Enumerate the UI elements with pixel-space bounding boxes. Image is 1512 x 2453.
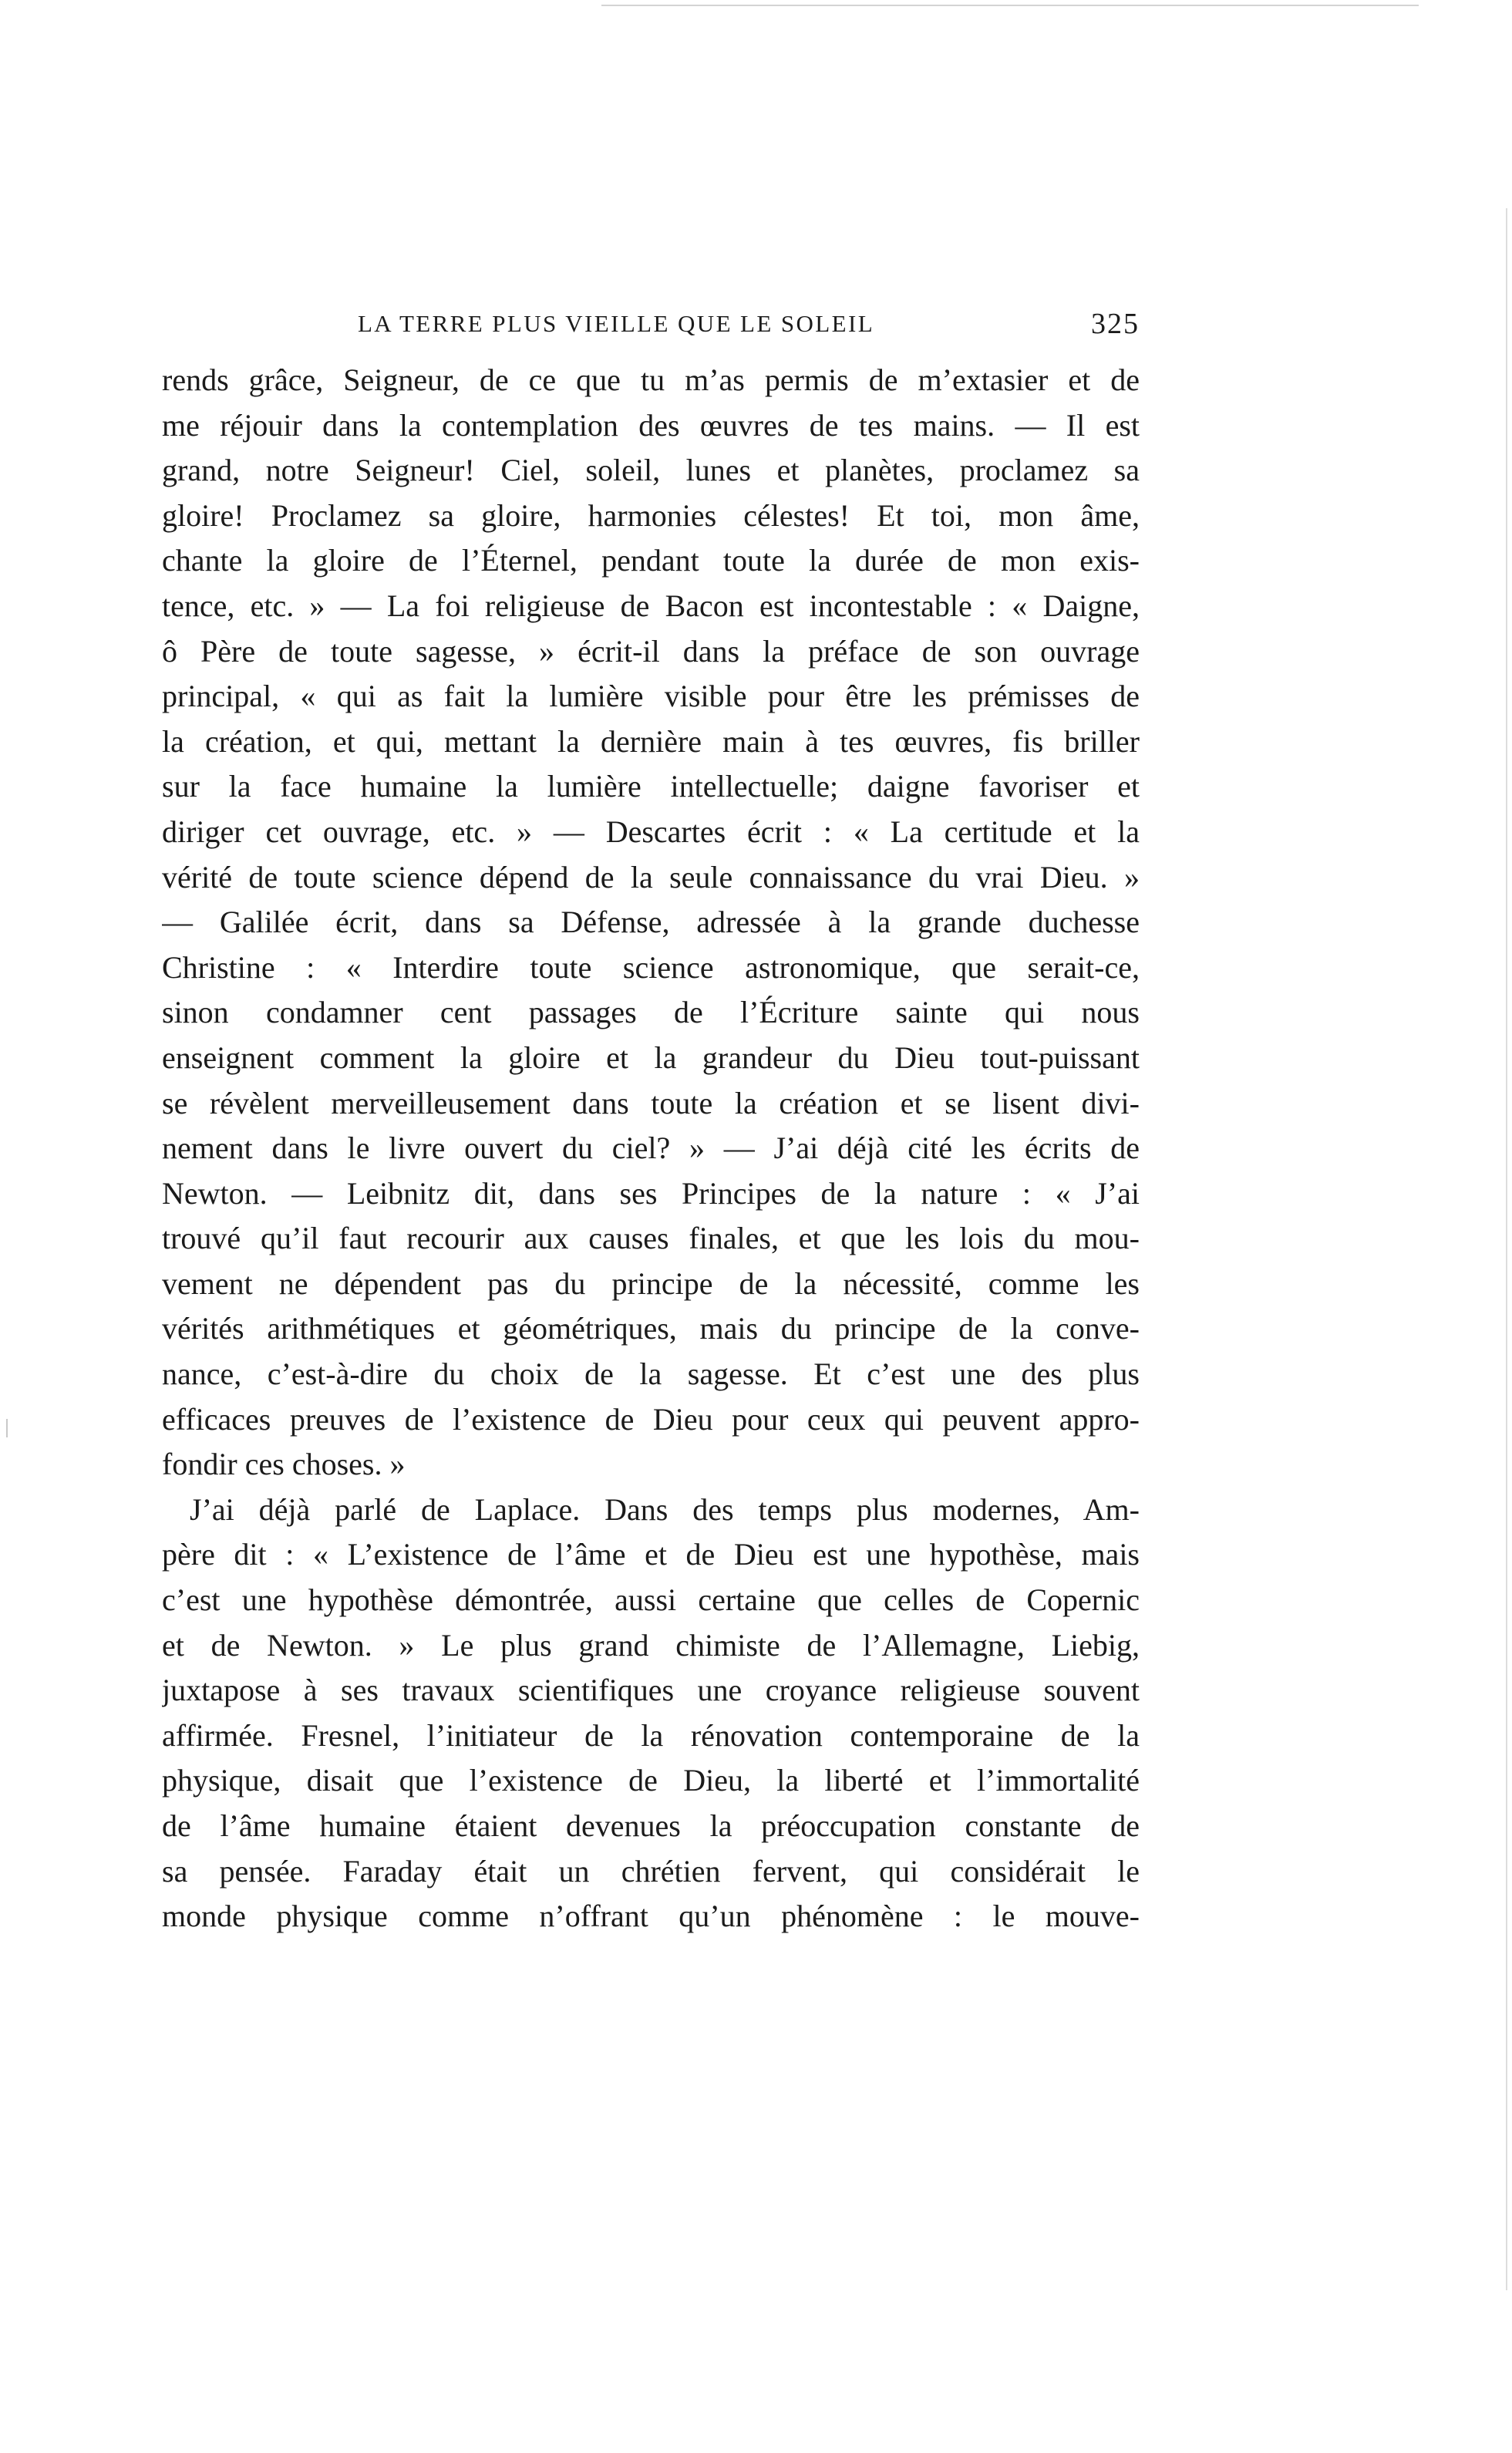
text-line: physique, disait que l’existence de Dieu, la liberté et l’immortalité [162,1763,1140,1798]
text-line: diriger cet ouvrage, etc. » — Descartes écrit : « La certitude et la [162,814,1140,849]
text-line: monde physique comme n’offrant qu’un phénomène : le mouve- [162,1899,1140,1934]
text-line: trouvé qu’il faut recourir aux causes finales, et que les lois du mou- [162,1221,1140,1256]
text-line: efficaces preuves de l’existence de Dieu pour ceux qui peuvent appro- [162,1401,1140,1437]
text-line: ô Père de toute sagesse, » écrit-il dans la préface de son ouvrage [162,633,1140,669]
text-line: la création, et qui, mettant la dernière main à tes œuvres, fis briller [162,723,1140,759]
text-line: de l’âme humaine étaient devenues la préoccupation constante de [162,1808,1140,1843]
running-title: LA TERRE PLUS VIEILLE QUE LE SOLEIL [357,310,875,337]
text-line: chante la gloire de l’Éternel, pendant toute la durée de mon exis- [162,543,1140,578]
text-line: juxtapose à ses travaux scientifiques une croyance religieuse souvent [162,1673,1140,1708]
text-line: vérité de toute science dépend de la seule connaissance du vrai Dieu. » [162,859,1140,895]
text-line: père dit : « L’existence de l’âme et de Dieu est une hypothèse, mais [162,1537,1140,1572]
page-number: 325 [1091,308,1140,340]
text-line: — Galilée écrit, dans sa Défense, adressée à la grande duchesse [162,905,1140,940]
paragraph-last-line: fondir ces choses. » [162,1447,406,1482]
text-line: Newton. — Leibnitz dit, dans ses Principes de la nature : « J’ai [162,1175,1140,1211]
text-line: et de Newton. » Le plus grand chimiste de l’Allemagne, Liebig, [162,1627,1140,1663]
text-line: principal, « qui as fait la lumière visible pour être les prémisses de [162,679,1140,714]
text-line: tence, etc. » — La foi religieuse de Bacon est incontestable : « Daigne, [162,588,1140,623]
scan-edge-artifact [1506,208,1507,2290]
text-line: se révèlent merveilleusement dans toute la création et se lisent divi- [162,1085,1140,1120]
running-head [162,302,1140,345]
text-line: grand, notre Seigneur! Ciel, soleil, lunes et planètes, proclamez sa [162,453,1140,488]
text-line: nement dans le livre ouvert du ciel? » — J’ai déjà cité les écrits de [162,1130,1140,1166]
text-line: c’est une hypothèse démontrée, aussi certaine que celles de Copernic [162,1582,1140,1618]
text-line: gloire! Proclamez sa gloire, harmonies célestes! Et toi, mon âme, [162,497,1140,533]
text-line: Christine : « Interdire toute science astronomique, que serait-ce, [162,949,1140,985]
text-line: sur la face humaine la lumière intellectuelle; daigne favoriser et [162,769,1140,804]
paragraph-first-line: J’ai déjà parlé de Laplace. Dans des temps plus modernes, Am- [190,1491,1140,1527]
text-line: vement ne dépendent pas du principe de la nécessité, comme les [162,1265,1140,1301]
text-line: rends grâce, Seigneur, de ce que tu m’as permis de m’extasier et de [162,362,1140,397]
text-line: nance, c’est-à-dire du choix de la sagesse. Et c’est une des plus [162,1356,1140,1392]
text-line: vérités arithmétiques et géométriques, mais du principe de la conve- [162,1311,1140,1346]
scan-edge-artifact [601,5,1419,6]
text-line: enseignent comment la gloire et la grandeur du Dieu tout-puissant [162,1039,1140,1075]
text-line: me réjouir dans la contemplation des œuvres de tes mains. — Il est [162,407,1140,443]
text-line: sinon condamner cent passages de l’Écriture sainte qui nous [162,995,1140,1030]
scan-edge-artifact [6,1419,8,1437]
text-line: sa pensée. Faraday était un chrétien fervent, qui considérait le [162,1853,1140,1889]
body-text [162,358,1140,1939]
text-line: affirmée. Fresnel, l’initiateur de la rénovation contemporaine de la [162,1717,1140,1753]
